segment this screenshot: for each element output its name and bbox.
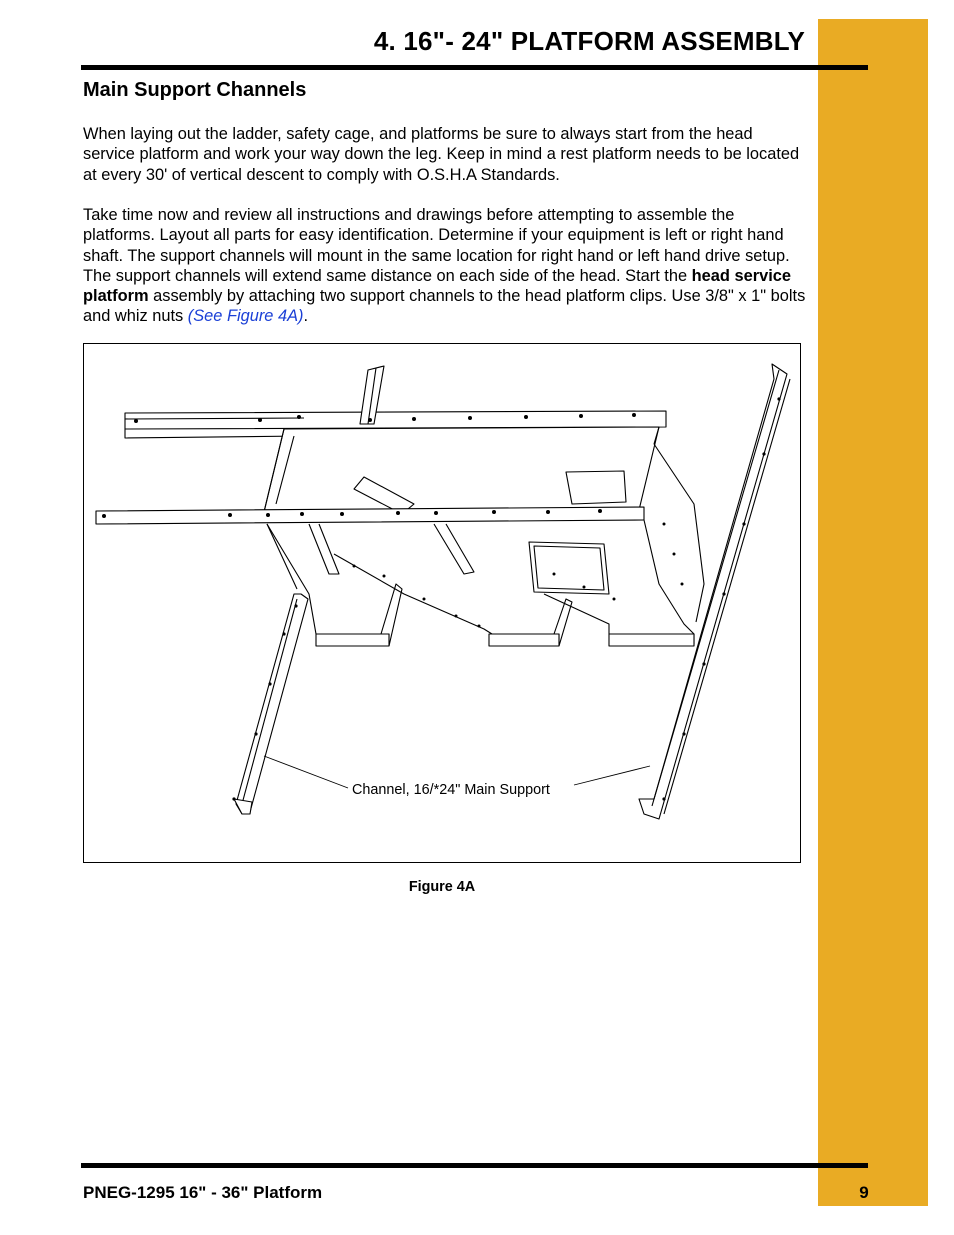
intro-paragraph: When laying out the ladder, safety cage, and platforms be sure to always start from the head service platform and work your way down the leg. Keep in mind a rest platform needs to be located at every 30' of vertical descent to comply with O.S.H.A Standards.: [83, 125, 800, 184]
instructions-bold-text: head service platform: [83, 266, 791, 306]
front-channel: [96, 507, 644, 524]
footer-document-title: PNEG-1295 16" - 36" Platform: [83, 1183, 323, 1202]
main-support-channel-left: [234, 594, 308, 814]
section-heading: Main Support Channels: [83, 79, 307, 101]
instructions-text-2: assembly by attaching two support channels to the head platform clips. Use 3/8" x 1" bolts and whiz nuts: [83, 287, 806, 326]
figure-caption: Figure 4A: [408, 879, 476, 895]
figure-link[interactable]: (See Figure 4A): [187, 307, 304, 326]
channel-callout-label: Channel, 16/*24" Main Support: [352, 782, 550, 798]
instructions-text-1: Take time now and review all instructions and drawings before attempting to assemble the platforms. Layout all parts for easy identification. Determine if your equipment is left or right hand shaft. The support channels will mount in the same location for right hand or left hand drive setup. The support channels will extend same distance on each side of the head. Start the: [83, 206, 790, 285]
accent-side-bar: [818, 19, 928, 1206]
figure-4a-drawing: [83, 343, 801, 863]
footer-rule: [81, 1163, 868, 1168]
platform-frame: [264, 427, 659, 514]
page-number: 9: [859, 1183, 869, 1202]
instructions-paragraph: [83, 205, 808, 327]
section-title: 4. 16"- 24" PLATFORM ASSEMBLY: [373, 26, 805, 56]
instructions-text-end: .: [303, 307, 309, 326]
header-rule: [81, 65, 868, 70]
main-support-channel-right: [639, 364, 790, 819]
